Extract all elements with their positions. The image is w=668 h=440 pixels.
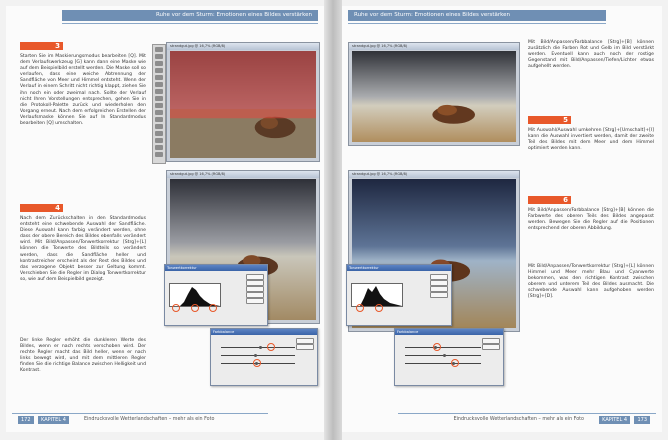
dialog-title: Farbbalance xyxy=(395,329,503,335)
window-title: strandgut.jpg @ 16,7% (RGB/8) xyxy=(349,43,519,50)
left-page xyxy=(6,6,324,432)
screenshot-mask xyxy=(166,42,320,162)
tool-icon[interactable] xyxy=(155,152,163,157)
highlight-marker xyxy=(356,304,364,312)
tool-icon[interactable] xyxy=(155,96,163,101)
book-gutter xyxy=(324,0,342,440)
step-badge: 5 xyxy=(528,116,571,124)
tool-icon[interactable] xyxy=(155,145,163,150)
yellow-blue-slider[interactable] xyxy=(405,363,481,364)
header-rule xyxy=(348,23,606,24)
cyan-red-slider[interactable] xyxy=(221,347,295,348)
toolbox-panel xyxy=(152,44,166,164)
levels-dialog xyxy=(164,264,268,326)
highlight-marker xyxy=(433,343,441,351)
window-title: strandgut.jpg @ 16,7% (RGB/8) xyxy=(167,43,319,50)
step-text: Mit Bild/Anpassen/Farbbalance [Strg]+[B] können zusätzlich die Farben Rot und Gelb im Bild verstärkt werden. Eventuell kann auch noch der rostige Gegenstand mit Bild/Anpassen/Tiefen/Lichter etwas aufgehellt werden. xyxy=(528,40,654,70)
tool-icon[interactable] xyxy=(155,131,163,136)
step-text: Mit Auswahl/Auswahl umkehren [Strg]+[Umschalt]+[I] kann die Auswahl invertiert werden, damit der zweite Teil des Bildes mit dem Meer und dem Himmel optimiert werden kann. xyxy=(528,128,654,152)
color-balance-dialog xyxy=(210,328,318,386)
beach-photo-masked xyxy=(170,51,316,158)
screenshot-balance xyxy=(348,42,520,146)
dialog-title: Farbbalance xyxy=(211,329,317,335)
step-text: Mit Bild/Anpassen/Tonwertkorrektur [Strg]+[L] können Himmel und Meer mehr Blau und Cyanwerte bekommen, was den richtigen Kontrast zwischen oberem und unterem Teil des Bildes ausmacht. Die schwebende Auswahl kann aufgehoben werden [Strg]+[D]. xyxy=(528,264,654,300)
tool-icon[interactable] xyxy=(155,82,163,87)
dialog-title: Tonwertkorrektur xyxy=(165,265,267,271)
step-badge: 4 xyxy=(20,204,63,212)
step-text: Der linke Regler erhöht die dunkleren Werte des Bildes, wenn er nach rechts verschoben wird. Der rechte Regler macht das Bild heller, wenn er nach links bewegt wird, und mit dem mittleren Regler finden Sie die richtige Balance zwischen Helligkeit und Kontrast. xyxy=(20,338,146,374)
tool-icon[interactable] xyxy=(155,75,163,80)
tool-icon[interactable] xyxy=(155,68,163,73)
right-page xyxy=(342,6,662,432)
tool-icon[interactable] xyxy=(155,61,163,66)
footer-rule xyxy=(12,413,268,414)
levels-dialog xyxy=(346,264,452,326)
beach-photo xyxy=(352,51,516,142)
window-title: strandgut.jpg @ 16,7% (RGB/8) xyxy=(349,171,519,178)
highlight-marker xyxy=(267,343,275,351)
magenta-green-slider[interactable] xyxy=(221,355,295,356)
slider-knob[interactable] xyxy=(254,354,257,357)
slider-knob[interactable] xyxy=(443,354,446,357)
magenta-green-slider[interactable] xyxy=(405,355,481,356)
cyan-red-slider[interactable] xyxy=(405,347,481,348)
chapter-title: Eindrucksvolle Wetterlandschaften – mehr als ein Foto xyxy=(453,417,584,422)
step-text: Mit Bild/Anpassen/Farbbalance [Strg]+[B] können die Farbwerte des oberen Teils des Bildes angepasst werden. Bewegen Sie die Regler auf die Positionen entsprechend der oberen Abbildung. xyxy=(528,208,654,232)
save-button[interactable] xyxy=(430,292,448,298)
highlight-marker xyxy=(451,359,459,367)
step-badge: 6 xyxy=(528,196,571,204)
slider-knob[interactable] xyxy=(259,346,262,349)
highlight-marker xyxy=(172,304,180,312)
cancel-button[interactable] xyxy=(296,344,314,350)
color-balance-dialog xyxy=(394,328,504,386)
tool-icon[interactable] xyxy=(155,117,163,122)
tool-icon[interactable] xyxy=(155,54,163,59)
tool-icon[interactable] xyxy=(155,110,163,115)
tool-icon[interactable] xyxy=(155,138,163,143)
tool-icon[interactable] xyxy=(155,124,163,129)
header-rule xyxy=(62,23,318,24)
running-header: Ruhe vor dem Sturm: Emotionen eines Bildes verstärken xyxy=(348,10,606,21)
chapter-label: KAPITEL 4 xyxy=(38,416,69,424)
chapter-title: Eindrucksvolle Wetterlandschaften – mehr als ein Foto xyxy=(84,417,215,422)
auto-button[interactable] xyxy=(246,298,264,304)
cancel-button[interactable] xyxy=(482,344,500,350)
highlight-marker xyxy=(375,304,383,312)
page-number: 173 xyxy=(634,416,650,424)
step-text: Starten Sie im Maskierungsmodus bearbeiten [Q]. Mit dem Verlaufswerkzeug [G] kann dann eine Maske wie auf dem Beispielbild erstellt werden. Die Maske soll so verlaufen, dass eine weiche Abtrennung der Sandfläche von Meer und Himmel entsteht. Wenn der Verlauf in einem Schritt nicht richtig klappt, ziehen Sie ihn noch ein oder zweimal nach. Sollte der Verlauf nicht Ihren Vorstellungen entsprechen, gehen Sie in die Protokoll-Palette zurück und wiederholen den Vorgang erneut. Nach dem erfolgreichen Erstellen der Verlaufsmaske können Sie auf In Standardmodus bearbeiten [Q] umschalten. xyxy=(20,54,146,127)
tool-icon[interactable] xyxy=(155,103,163,108)
highlight-marker xyxy=(253,359,261,367)
chapter-label: KAPITEL 4 xyxy=(599,416,630,424)
tool-icon[interactable] xyxy=(155,47,163,52)
highlight-marker xyxy=(209,304,217,312)
step-text: Nach dem Zurückschalten in den Standardmodus entsteht eine schwebende Auswahl der Sandfläche. Diese Auswahl kann farbig verändert werden, ohne dass der obere Bereich des Bildes ebenfalls verändert wird. Mit Bild/Anpassen/Tonwertkorrektur [Strg]+[L] können die Tonwerte des Bildteils so verändert werden, dass die Sandfläche heller und kontrastreicher erscheint als der Rest des Bildes und das verzogene Objekt besser zur Geltung kommt. Verschieben Sie die Regler im Dialog Tonwertkorrektur so, wie auf dem Beispielbild gezeigt. xyxy=(20,216,146,282)
tool-icon[interactable] xyxy=(155,89,163,94)
footer-rule xyxy=(398,413,656,414)
dialog-title: Tonwertkorrektur xyxy=(347,265,451,271)
window-title: strandgut.jpg @ 16,7% (RGB/8) xyxy=(167,171,319,178)
running-header: Ruhe vor dem Sturm: Emotionen eines Bildes verstärken xyxy=(62,10,318,21)
page-number: 172 xyxy=(18,416,34,424)
step-badge: 3 xyxy=(20,42,63,50)
highlight-marker xyxy=(191,304,199,312)
